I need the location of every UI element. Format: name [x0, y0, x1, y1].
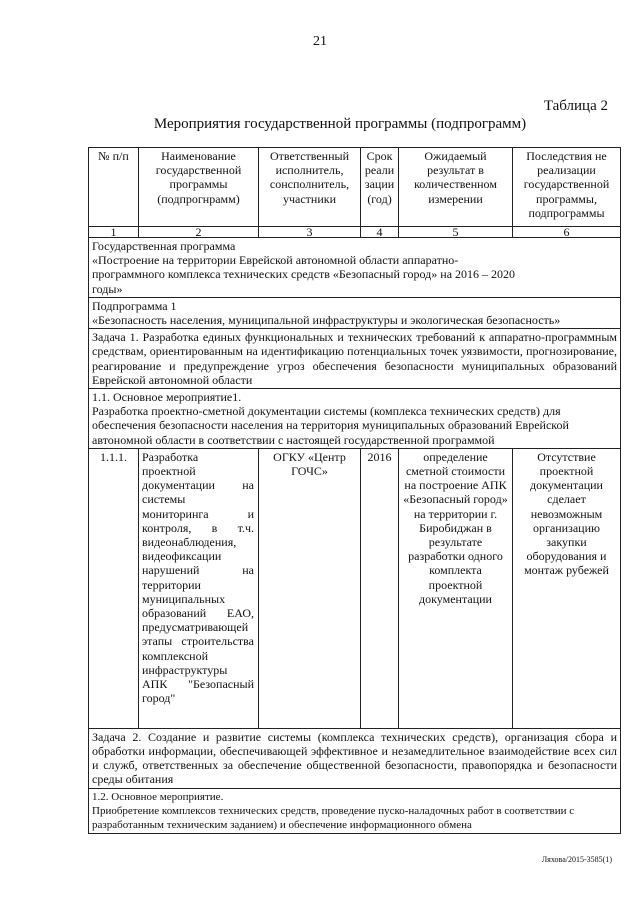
activity-1-2-label: 1.2. Основное мероприятие.: [92, 790, 224, 803]
table-title: Мероприятия государственной программы (подпрограмм): [153, 116, 527, 132]
task-2: Задача 2. Создание и развитие системы (комплекса технических средств), организация сбора и обработки информации, обеспечивающей эффективное и незамедлительное взаимодействие всех сил и служб, ответственных за обеспечение общественной безопасности, правопорядка и безопасности среды обитания: [89, 728, 621, 788]
column-number-row: [89, 227, 621, 238]
table-label: Таблица 2: [543, 98, 608, 114]
activity-1-2-row: [89, 788, 621, 833]
header-cell: Ответственный исполнитель, сонсполнитель, участники: [259, 148, 361, 227]
header-cell: Наименование государственной программы (подпрогнрамм): [139, 148, 259, 227]
activity-1-2-text: Приобретение комплексов технических средств, проведение пуско-наладочных работ в соответствии с разработанным техническим заданием) и обеспечение информационного обмена: [92, 804, 575, 831]
year: 2016: [361, 448, 399, 728]
state-program-row: [89, 238, 621, 298]
column-number: 4: [361, 227, 399, 238]
activity-name: Разработка проектной документации на системы мониторинга и контроля, в т.ч. видеонаблюдения, видеофиксации нарушений на территории муниципальных образований ЕАО, предусматривающей этапы строительства комплексной инфраструктуры АПК "Безопасный город": [139, 448, 259, 728]
state-program-name: «Построение на территории Еврейской автономной области аппаратно-программного комплекса технических средств «Безопасный город» на 2016 – 2020 годы»: [92, 253, 516, 296]
task-2-row: [89, 728, 621, 788]
table-row: [89, 448, 621, 728]
column-number: 2: [139, 227, 259, 238]
column-number: 3: [259, 227, 361, 238]
column-number: 5: [399, 227, 513, 238]
state-program-label: Государственная программа: [92, 239, 236, 253]
document-footer: Ляхова/2015-3585(1): [541, 855, 612, 864]
activity-1-1-label: 1.1. Основное мероприятие1.: [92, 390, 242, 405]
task-1: Задача 1. Разработка единых функциональных и технических требований к аппаратно-программным средствам, ориентированным на идентификацию потенциальных точек уязвимости, прогнозирование, реагирование и предупреждение угроз обеспечения безопасности муниципальных образований Еврейской автономной области: [89, 329, 621, 389]
subprogram-name: «Безопасность населения, муниципальной инфраструктуры и экологическая безопасность»: [92, 313, 561, 328]
executor: ОГКУ «Центр ГОЧС»: [259, 448, 361, 728]
header-row: [89, 148, 621, 227]
page-number: 21: [313, 34, 327, 49]
header-cell: Ожидаемый результат в количественном измерении: [399, 148, 513, 227]
expected-result: определение сметной стоимости на построение АПК «Безопасный город» на территории г. Биробиджан в результате разработки одного комплекта проектной документации: [399, 448, 513, 728]
header-cell: Последствия не реализации государственной программы, подпрограммы: [513, 148, 621, 227]
subprogram-label: Подпрограмма 1: [92, 298, 177, 313]
consequences: Отсутствие проектной документации сделает невозможным организацию закупки оборудования и монтаж рубежей: [513, 448, 621, 728]
column-number: 6: [513, 227, 621, 238]
subprogram-row: [89, 297, 621, 328]
column-number: 1: [89, 227, 139, 238]
row-number: 1.1.1.: [89, 448, 139, 728]
task-1-row: [89, 329, 621, 389]
header-cell: № п/п: [89, 148, 139, 227]
activities-table: [88, 147, 621, 834]
activity-1-1-row: [89, 389, 621, 449]
header-cell: Срок реали зации (год): [361, 148, 399, 227]
activity-1-1-text: Разработка проектно-сметной документации системы (комплекса технических средств) для обеспечения безопасности населения на территория муниципальных образований Еврейской автономной области в соответствии с настоящей государственной программой: [92, 404, 569, 447]
